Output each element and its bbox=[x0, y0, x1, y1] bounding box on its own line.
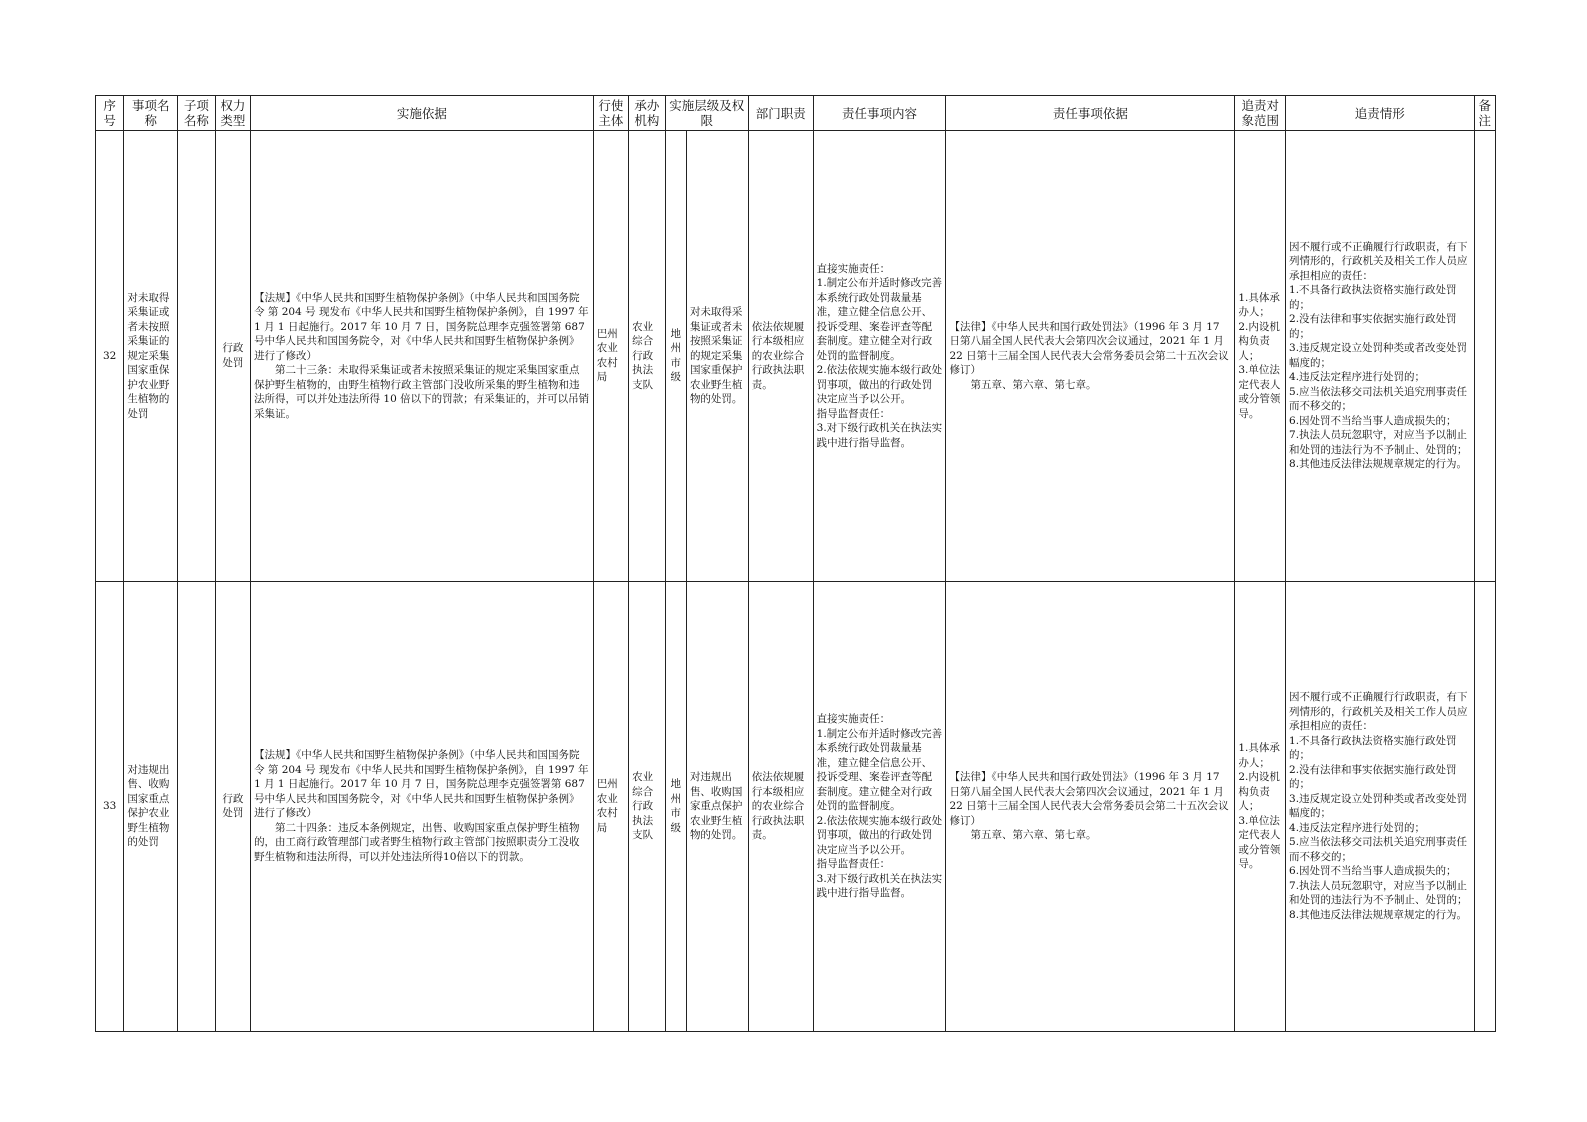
row-content: 直接实施责任： 1.制定公布并适时修改完善本系统行政处罚裁量基准，建立健全信息公开、投诉受理、案卷评查等配套制度。建立健全对行政处罚的监督制度。 2.依法依规实施本级行政处罚事项，做出的行政处罚决定应当予以公开。 指导监督责任： 3.对下级行政机关在执法实践中进行指导监督。 bbox=[813, 131, 946, 581]
row-seq: 33 bbox=[96, 581, 124, 1031]
row-subject: 巴州农业农村局 bbox=[593, 581, 628, 1031]
row-subject: 巴州农业农村局 bbox=[593, 131, 628, 581]
header-subject: 行使主体 bbox=[593, 96, 628, 131]
header-seq: 序号 bbox=[96, 96, 124, 131]
row-duty: 依法依规履行本级相应的农业综合行政执法职责。 bbox=[748, 581, 813, 1031]
row-resp-basis: 【法律】《中华人民共和国行政处罚法》（1996 年 3 月 17 日第八届全国人民代表大会第四次会议通过，2021 年 1 月 22 日第十三届全国人民代表大会常务委员会第二十五次会议修订） 第五章、第六章、第七章。 bbox=[946, 131, 1235, 581]
header-scope: 追责对象范围 bbox=[1235, 96, 1286, 131]
row-level-b: 对未取得采集证或者未按照采集证的规定采集国家重保护农业野生植物的处罚。 bbox=[686, 131, 748, 581]
row-sub bbox=[178, 131, 216, 581]
table-row bbox=[96, 581, 1496, 1031]
row-level-a: 地州市级 bbox=[665, 581, 686, 1031]
header-org: 承办机构 bbox=[629, 96, 665, 131]
header-note: 备注 bbox=[1474, 96, 1495, 131]
header-name: 事项名称 bbox=[124, 96, 178, 131]
header-cases: 追责情形 bbox=[1286, 96, 1475, 131]
row-name: 对违规出售、收购国家重点保护农业野生植物的处罚 bbox=[124, 581, 178, 1031]
row-level-b: 对违规出售、收购国家重点保护农业野生植物的处罚。 bbox=[686, 581, 748, 1031]
responsibility-table bbox=[95, 95, 1496, 1032]
row-seq: 32 bbox=[96, 131, 124, 581]
row-basis: 【法规】《中华人民共和国野生植物保护条例》（中华人民共和国国务院令 第 204 号 现发布《中华人民共和国野生植物保护条例》，自 1997 年 1 月 1 日起施行。2017 年 10 月 7 日，国务院总理李克强签署第 687 号中华人民共和国国务院令，对《中华人民共和国野生植物保护条例》进行了修改） 第二十四条：违反本条例规定，出售、收购国家重点保护野生植物的，由工商行政管理部门或者野生植物行政主管部门按照职责分工没收野生植物和违法所得，可以并处违法所得10倍以下的罚款。 bbox=[251, 581, 594, 1031]
header-row bbox=[96, 96, 1496, 131]
row-note bbox=[1474, 581, 1495, 1031]
row-sub bbox=[178, 581, 216, 1031]
header-sub: 子项名称 bbox=[178, 96, 216, 131]
header-content: 责任事项内容 bbox=[813, 96, 946, 131]
row-org: 农业综合行政执法支队 bbox=[629, 131, 665, 581]
row-cases: 因不履行或不正确履行行政职责，有下列情形的，行政机关及相关工作人员应承担相应的责任： 1.不具备行政执法资格实施行政处罚的； 2.没有法律和事实依据实施行政处罚的； 3.违反规定设立处罚种类或者改变处罚幅度的； 4.违反法定程序进行处罚的； 5.应当依法移交司法机关追究刑事责任而不移交的； 6.因处罚不当给当事人造成损失的； 7.执法人员玩忽职守，对应当予以制止和处罚的违法行为不予制止、处罚的； 8.其他违反法律法规规章规定的行为。 bbox=[1286, 131, 1475, 581]
row-note bbox=[1474, 131, 1495, 581]
row-cases: 因不履行或不正确履行行政职责，有下列情形的，行政机关及相关工作人员应承担相应的责任： 1.不具备行政执法资格实施行政处罚的； 2.没有法律和事实依据实施行政处罚的； 3.违反规定设立处罚种类或者改变处罚幅度的； 4.违反法定程序进行处罚的； 5.应当依法移交司法机关追究刑事责任而不移交的； 6.因处罚不当给当事人造成损失的； 7.执法人员玩忽职守，对应当予以制止和处罚的违法行为不予制止、处罚的； 8.其他违反法律法规规章规定的行为。 bbox=[1286, 581, 1475, 1031]
row-type: 行政处罚 bbox=[215, 581, 250, 1031]
header-duty: 部门职责 bbox=[748, 96, 813, 131]
row-duty: 依法依规履行本级相应的农业综合行政执法职责。 bbox=[748, 131, 813, 581]
header-basis: 实施依据 bbox=[251, 96, 594, 131]
row-resp-basis: 【法律】《中华人民共和国行政处罚法》（1996 年 3 月 17 日第八届全国人民代表大会第四次会议通过，2021 年 1 月 22 日第十三届全国人民代表大会常务委员会第二十五次会议修订） 第五章、第六章、第七章。 bbox=[946, 581, 1235, 1031]
row-basis: 【法规】《中华人民共和国野生植物保护条例》（中华人民共和国国务院令 第 204 号 现发布《中华人民共和国野生植物保护条例》，自 1997 年 1 月 1 日起施行。2017 年 10 月 7 日，国务院总理李克强签署第 687 号中华人民共和国国务院令，对《中华人民共和国野生植物保护条例》进行了修改） 第二十三条：未取得采集证或者未按照采集证的规定采集国家重点保护野生植物的，由野生植物行政主管部门没收所采集的野生植物和违法所得，可以并处违法所得 10 倍以下的罚款；有采集证的，并可以吊销采集证。 bbox=[251, 131, 594, 581]
row-level-a: 地州市级 bbox=[665, 131, 686, 581]
row-scope: 1.具体承办人； 2.内设机构负责人； 3.单位法定代表人或分管领导。 bbox=[1235, 131, 1286, 581]
row-scope: 1.具体承办人； 2.内设机构负责人； 3.单位法定代表人或分管领导。 bbox=[1235, 581, 1286, 1031]
row-type: 行政处罚 bbox=[215, 131, 250, 581]
row-content: 直接实施责任： 1.制定公布并适时修改完善本系统行政处罚裁量基准，建立健全信息公开、投诉受理、案卷评查等配套制度。建立健全对行政处罚的监督制度。 2.依法依规实施本级行政处罚事项，做出的行政处罚决定应当予以公开。 指导监督责任： 3.对下级行政机关在执法实践中进行指导监督。 bbox=[813, 581, 946, 1031]
header-resp-basis: 责任事项依据 bbox=[946, 96, 1235, 131]
header-level: 实施层级及权限 bbox=[665, 96, 748, 131]
header-type: 权力类型 bbox=[215, 96, 250, 131]
row-name: 对未取得采集证或者未按照采集证的规定采集国家重保护农业野生植物的处罚 bbox=[124, 131, 178, 581]
table-row bbox=[96, 131, 1496, 581]
row-org: 农业综合行政执法支队 bbox=[629, 581, 665, 1031]
